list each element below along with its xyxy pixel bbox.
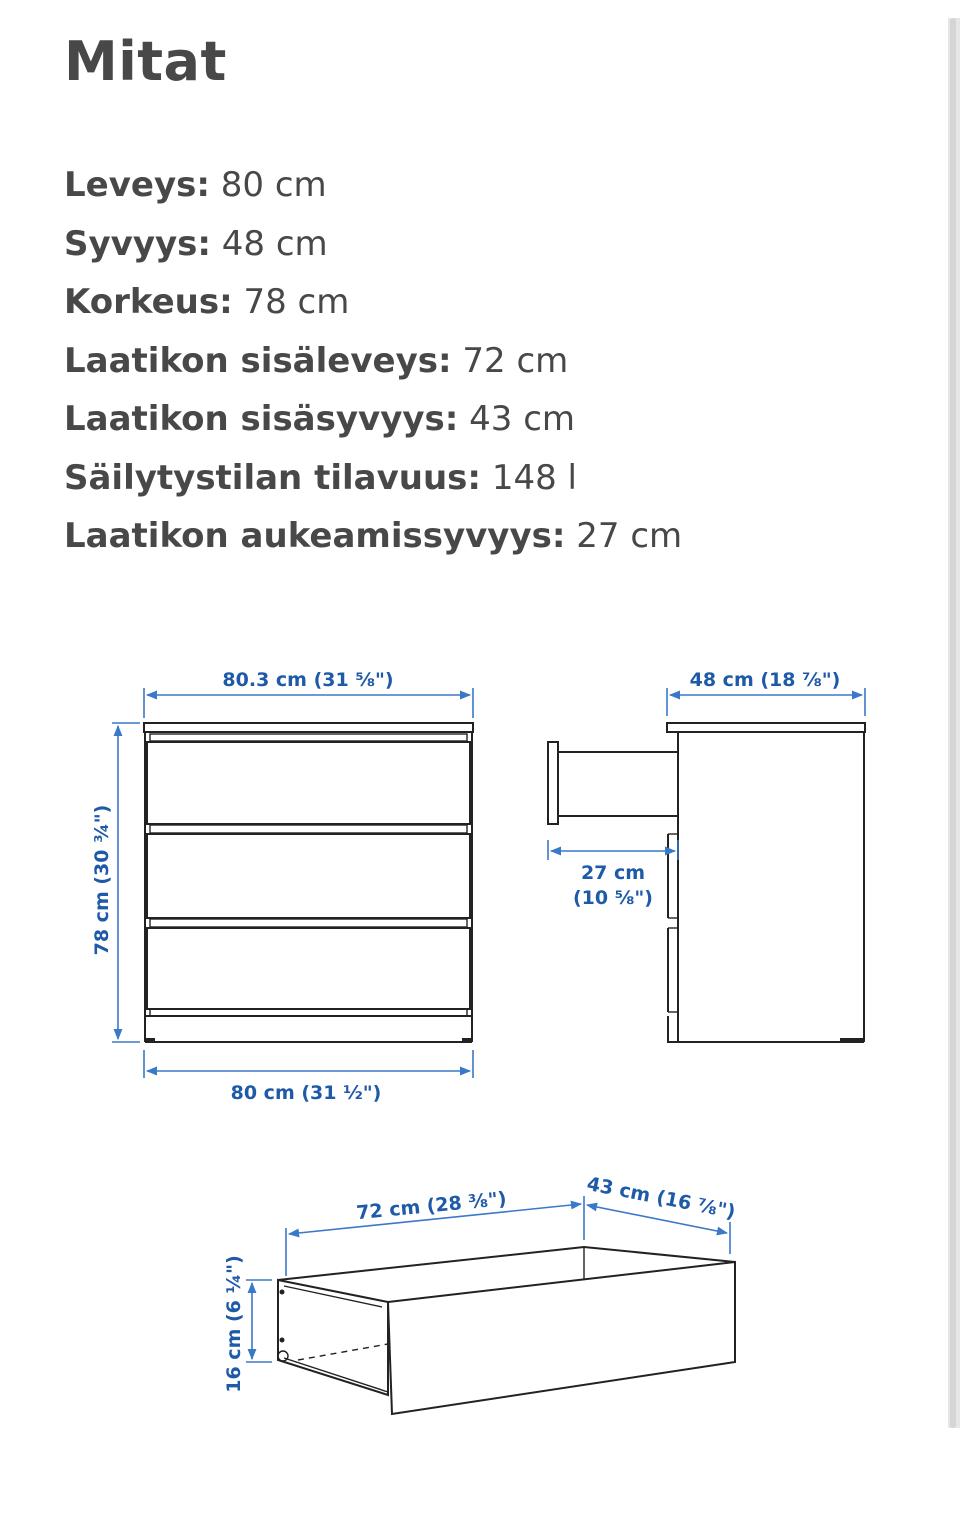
drawer-front-2: [147, 834, 470, 918]
spec-value: 78 cm: [232, 282, 350, 322]
drawer-runner-wheel: [278, 1351, 288, 1361]
side-top-board: [667, 723, 865, 732]
spec-label: Syvyys:: [64, 223, 211, 264]
dim-label-open-depth-in: (10 ⅝"): [573, 887, 653, 909]
spec-value: 80 cm: [209, 165, 327, 205]
top-board: [144, 723, 473, 732]
drawer-front-1: [147, 742, 470, 824]
front-view-drawing: [144, 723, 473, 1043]
drawer-gap-2: [150, 919, 467, 927]
dim-label-drawer-depth: 43 cm (16 ⅞"): [585, 1172, 738, 1224]
dim-label-depth: 48 cm (18 ⅞"): [689, 669, 841, 691]
dim-label-top-width: 80.3 cm (31 ⅝"): [222, 669, 394, 691]
drawer-bottom-hidden-edge: [298, 1344, 388, 1360]
spec-value: 148 l: [481, 457, 577, 498]
dim-label-open-depth-cm: 27 cm: [580, 862, 646, 884]
dim-label-height: 78 cm (30 ¾"): [91, 804, 113, 956]
spec-label: Leveys:: [64, 165, 210, 205]
spec-value: 48 cm: [210, 223, 328, 264]
drawer-left-side: [278, 1280, 388, 1395]
foot-right: [462, 1038, 472, 1043]
drawer-front-panel: [388, 1262, 735, 1414]
spec-value: 43 cm: [458, 399, 576, 439]
dim-label-drawer-height: 16 cm (6 ¼"): [223, 1255, 245, 1393]
spec-label: Laatikon aukeamissyvyys:: [64, 516, 566, 556]
page-title: Mitat: [64, 30, 227, 93]
spec-label: Laatikon sisäleveys:: [64, 340, 452, 381]
spec-label: Säilytystilan tilavuus:: [64, 457, 482, 498]
drawer-runner: [284, 1358, 388, 1392]
spec-label: Laatikon sisäsyvyys:: [64, 399, 459, 439]
dim-label-drawer-width: 72 cm (28 ⅜"): [355, 1187, 508, 1225]
spec-value: 72 cm: [451, 340, 569, 381]
drawer-top-back-edge: [278, 1247, 735, 1280]
open-drawer-front: [548, 742, 558, 824]
top-rail: [150, 734, 467, 741]
drawer-screw-bottom: [280, 1338, 285, 1343]
drawer-screw-top: [280, 1290, 285, 1295]
drawer-left-inner: [284, 1286, 382, 1307]
spec-value: 27 cm: [565, 516, 683, 556]
side-dimensions: [548, 669, 865, 909]
dim-label-bottom-width: 80 cm (31 ½"): [230, 1082, 382, 1104]
plinth-rail: [150, 1009, 467, 1016]
side-foot: [840, 1038, 864, 1043]
foot-left: [145, 1038, 155, 1043]
drawer-gap-1: [150, 825, 467, 833]
drawer-perspective-drawing: [278, 1247, 735, 1414]
spec-label: Korkeus:: [64, 282, 233, 322]
drawer-front-3: [147, 928, 470, 1009]
